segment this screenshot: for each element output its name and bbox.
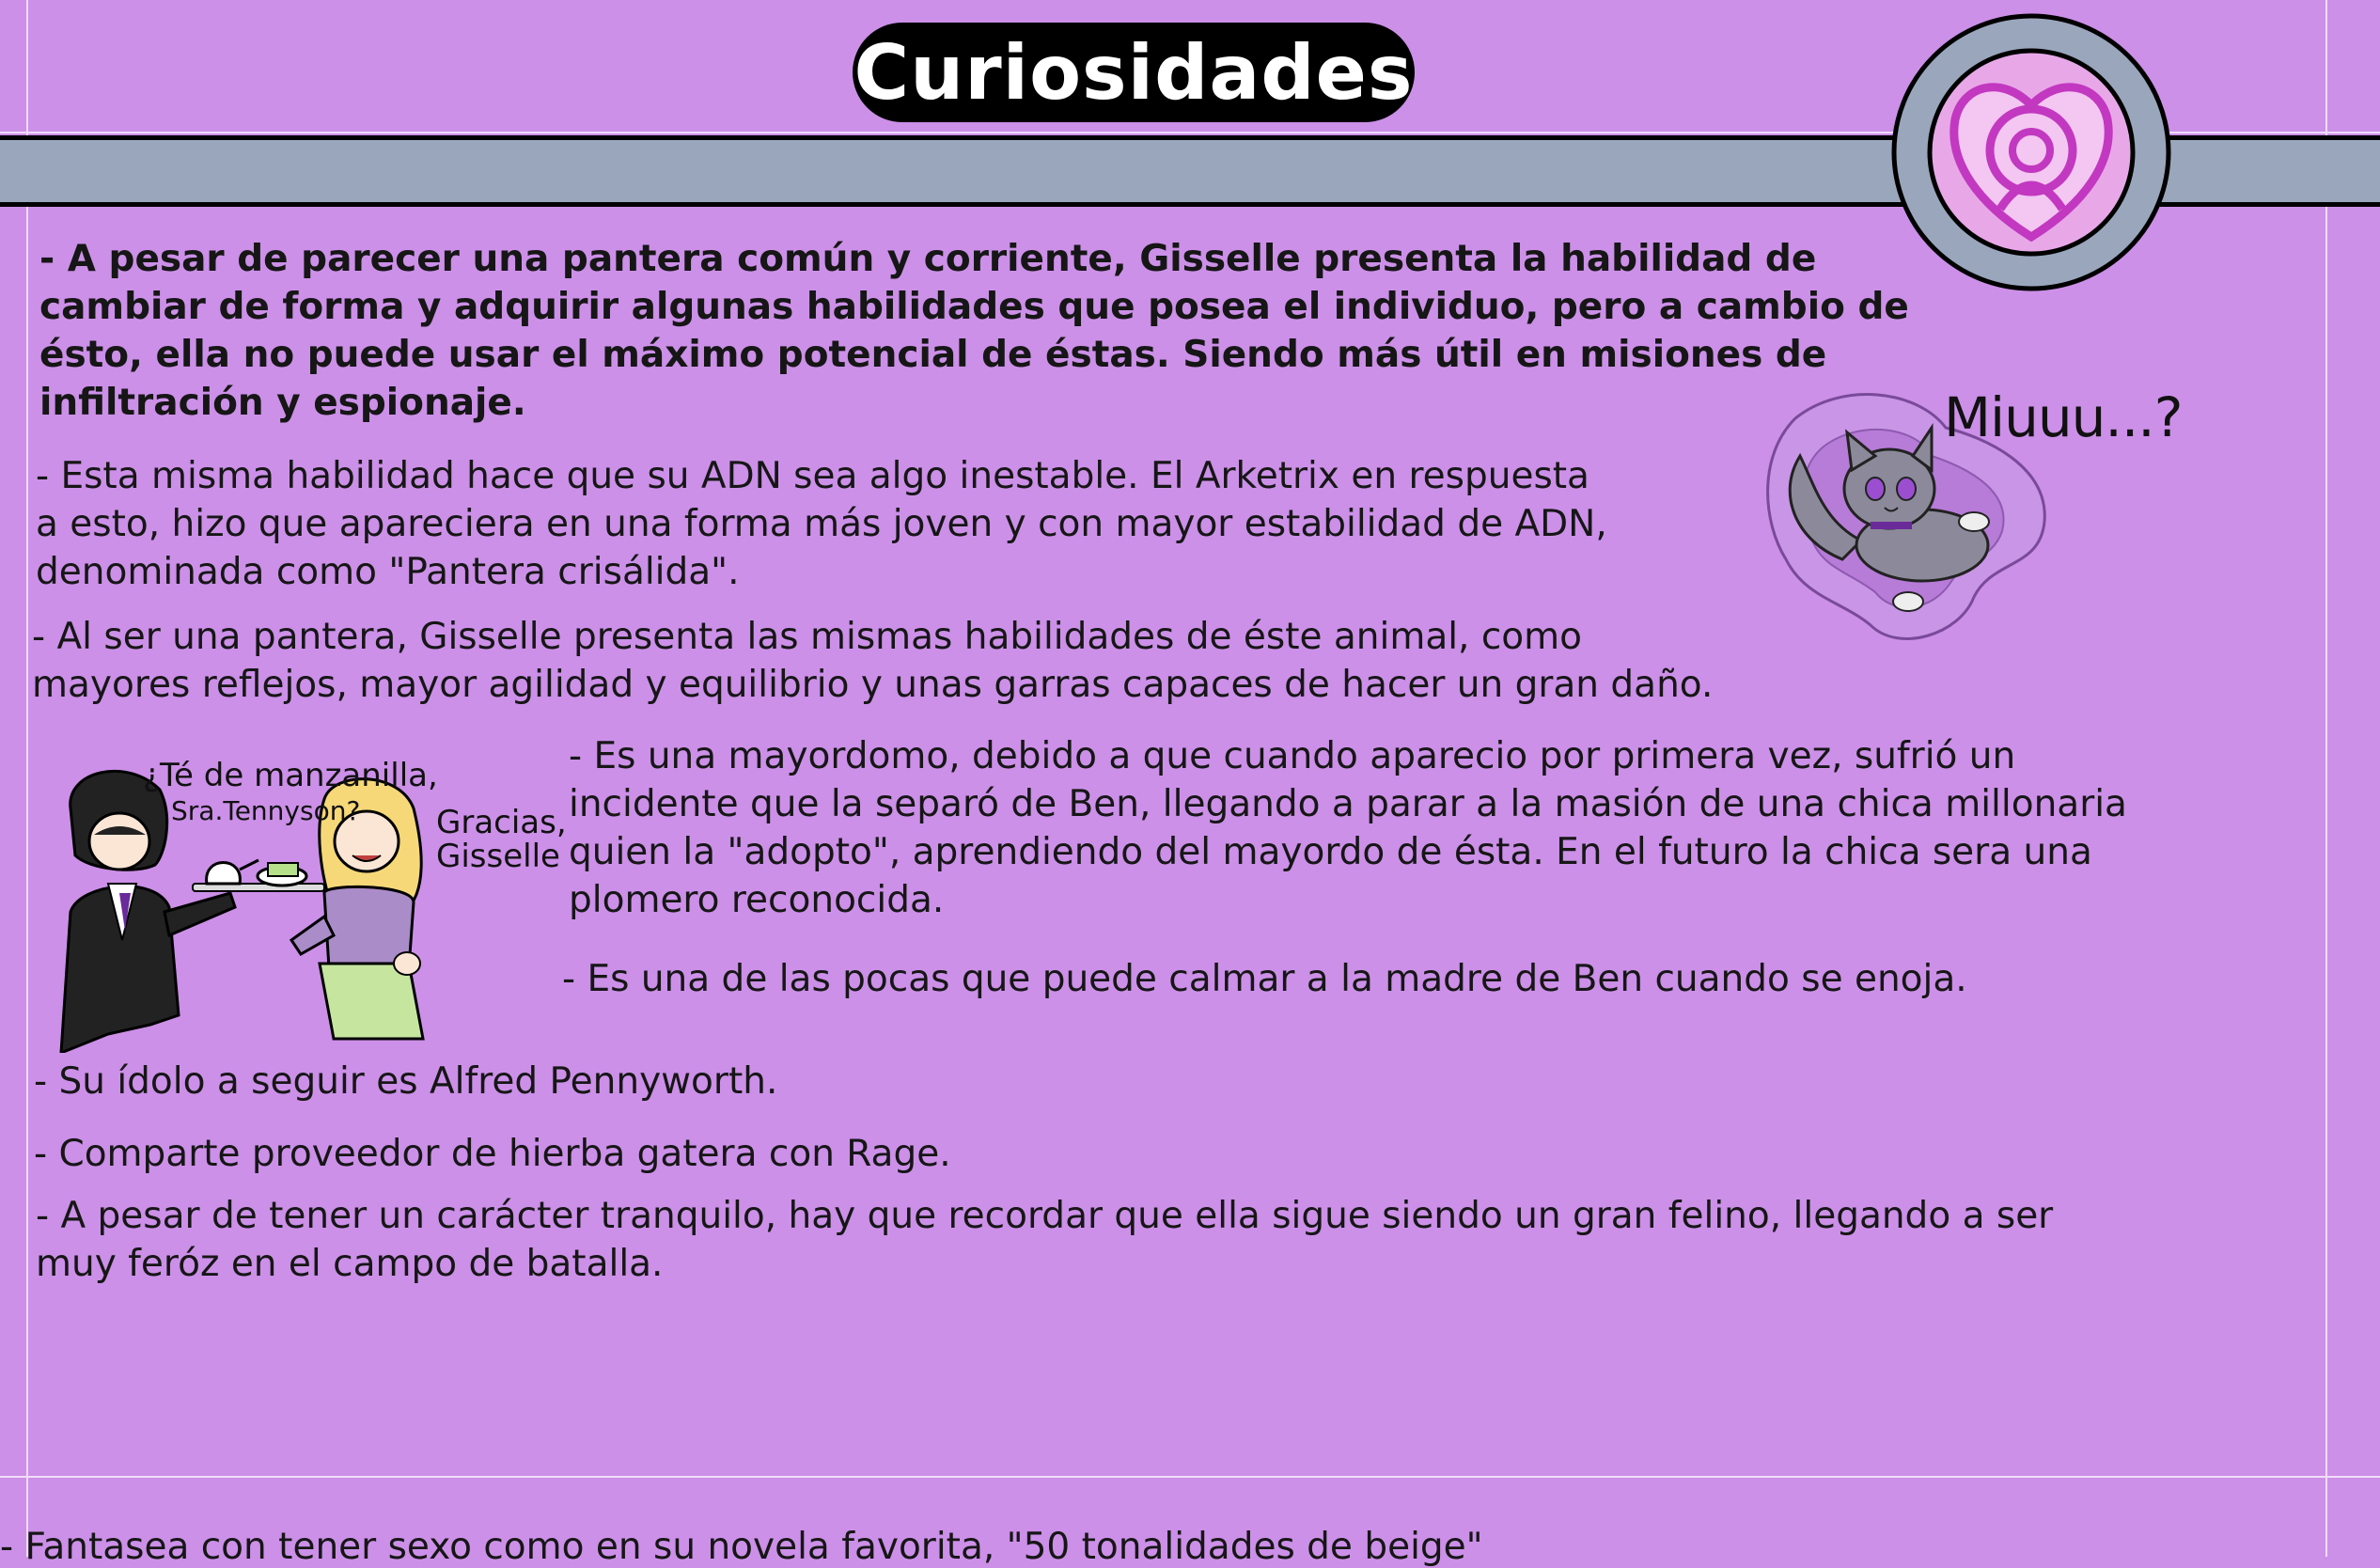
butler-speech: ¿Té de manzanilla, Sra.Tennyson?	[143, 757, 438, 826]
heart-emblem-icon	[1889, 11, 2173, 293]
grid-line-bottom	[0, 1476, 2380, 1478]
title-banner	[853, 23, 1415, 122]
grid-line-left	[26, 0, 28, 1557]
fact-shapeshift: - A pesar de parecer una pantera común y corriente, Gisselle presenta la habilidad de cambiar de forma y adquirir algunas habilidades que posea el individuo, pero a cambio de ésto, ella no puede usar el máximo potencial de éstas. Siendo más útil en misiones de infiltración y espionaje.	[39, 238, 1909, 424]
grid-line-right	[2325, 0, 2327, 1557]
fact-dna: - Esta misma habilidad hace que su ADN sea algo inestable. El Arketrix en respuesta a esto, hizo que apareciera en una forma más joven y con mayor estabilidad de ADN, denominada como "Pantera crisálida".	[36, 455, 1607, 593]
page-title: Curiosidades	[853, 28, 1414, 117]
cat-speech: Miuuu...?	[1944, 385, 2183, 449]
fact-butler: - Es una mayordomo, debido a que cuando aparecio por primera vez, sufrió un incidente que la separó de Ben, llegando a parar a la masión de una chica millonaria quien la "adopto", aprendiendo del mayordo de ésta. En el futuro la chica sera una plomero reconocida.	[569, 735, 2127, 921]
fact-panther-abilities: - Al ser una pantera, Gisselle presenta las mismas habilidades de éste animal, como mayores reflejos, mayor agilidad y equilibrio y unas garras capaces de hacer un gran daño.	[32, 616, 1714, 706]
fact-temperament: - A pesar de tener un carácter tranquilo, hay que recordar que ella sigue siendo un gran felino, llegando a ser muy feróz en el campo de batalla.	[36, 1195, 2054, 1285]
lady-speech: Gracias, Gisselle	[436, 804, 567, 875]
fact-catnip: - Comparte proveedor de hierba gatera con Rage.	[34, 1133, 951, 1175]
fact-idol: - Su ídolo a seguir es Alfred Pennyworth.	[34, 1060, 778, 1103]
fact-calm-mother: - Es una de las pocas que puede calmar a la madre de Ben cuando se enoja.	[562, 958, 1967, 1000]
fact-novel: - Fantasea con tener sexo como en su novela favorita, "50 tonalidades de beige"	[0, 1526, 1483, 1568]
